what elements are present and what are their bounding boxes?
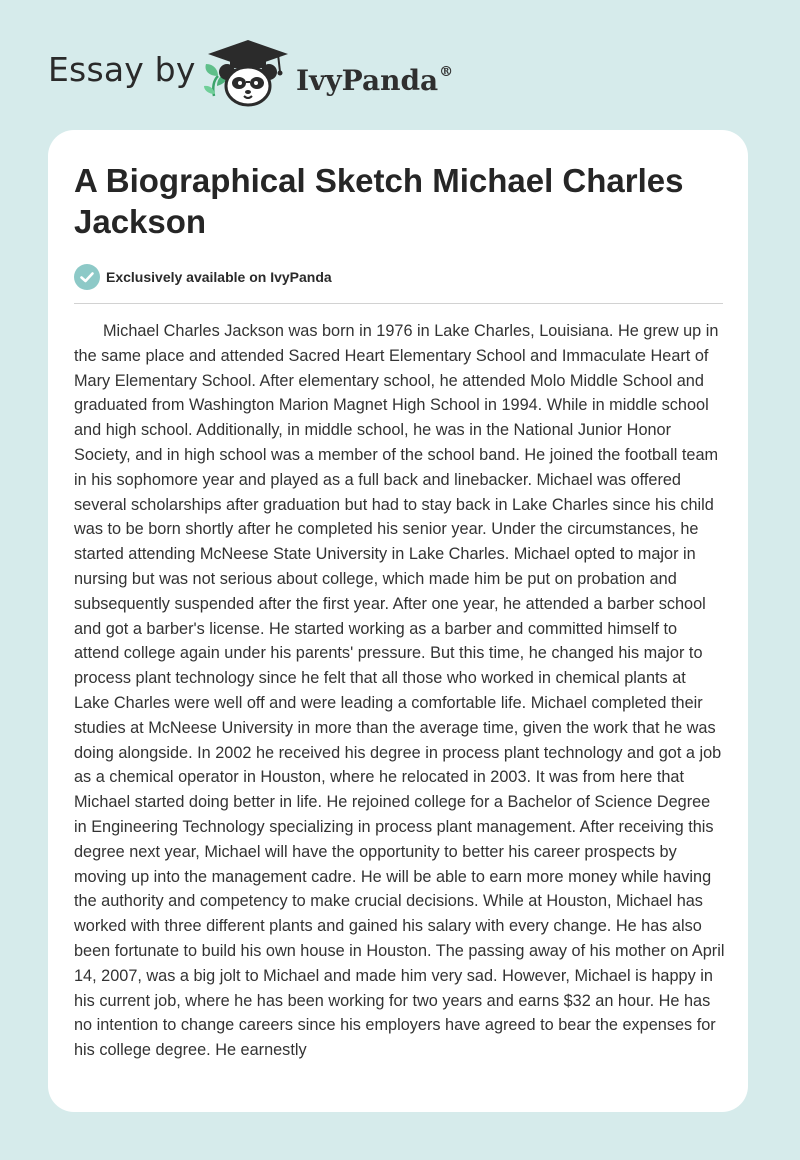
page-title: A Biographical Sketch Michael Charles Jackson [74,162,684,240]
site-header [0,0,800,120]
essay-body: Michael Charles Jackson was born in 1976 in Lake Charles, Louisiana. He grew up in the same place and attended Sacred Heart Elementary School and Immaculate Heart of Mary Elementary School. After elementary school, he attended Molo Middle School and graduated from Washington Marion Magnet High School in 1994. While in middle school and high school. Additionally, in middle school, he was in the National Junior Honor Society, and in high school was a member of the school band. He joined the football team in his sophomore year and played as a full back and linebacker. Michael was offered several scholarships after graduation but had to stay back in Lake Charles since his child was to be born shortly after he completed his senior year. Under the circumstances, he started attending McNeese State University in Lake Charles. Michael opted to major in nursing but was not serious about college, which made him be put on probation and subsequently suspended after the first year. After one year, he attended a barber school and got a barber's license. He started working as a barber and committed himself to attend college again under his parents' pressure. But this time, he changed his major to process plant technology since he felt that all those who worked in chemical plants at Lake Charles were well off and were leading a comfortable life. Michael completed their studies at McNeese University in more than the average time, given the work that he was doing alongside. In 2002 he received his degree in process plant technology and got a job as a chemical operator in Houston, where he relocated in 2003. It was from here that Michael started doing better in life. He rejoined college for a Bachelor of Science Degree in Engineering Technology specializing in process plant management. After receiving this degree next year, Michael will have the opportunity to better his career prospects by moving up into the management cadre. He will be able to earn more money while having the authority and competency to make crucial decisions. While at Houston, Michael has worked with three different plants and gained his salary with every change. He has also been fortunate to build his own house in Houston. The passing away of his mother on April 14, 2007, was a big jolt to Michael and made him very sad. However, Michael is happy in his current job, where he has been working for two years and earns $32 an hour. He has no intention to change careers since his employers have agreed to bear the expenses for his college degree. He earnestly [74,322,725,1060]
brand-name-text: IvyPanda [296,64,439,97]
exclusive-badge-text: Exclusively available on IvyPanda [106,269,332,285]
exclusive-badge [74,264,332,290]
essay-card [48,130,748,1112]
check-circle-icon [74,264,100,290]
divider [74,303,723,304]
registered-mark: ® [439,64,454,80]
brand-prefix: Essay by [48,50,196,89]
panda-graduate-icon[interactable] [200,36,290,108]
brand-name[interactable] [296,52,453,101]
